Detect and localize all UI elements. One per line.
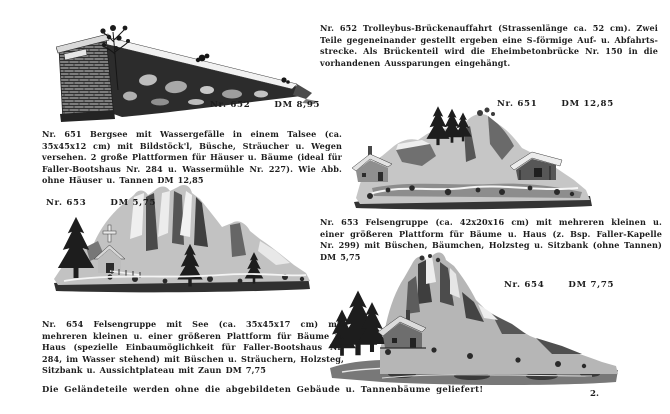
page-number: 2. [590,389,599,399]
product-image-654-rocks-lake [322,252,627,387]
caption-652 [210,100,320,110]
description-651: Nr. 651 Bergsee mit Wassergefälle in einem Talsee (ca. 35x45x12 cm) mit Bildstöck'l, Büsche, Sträucher u. Wegen versehen. 2 große Plattformen für Häuser u. Bäume (ideal für Faller-Bootshaus Nr. 284 u. Wassermühle Nr. 227). Wie Abb. ohne Häuser u. Tannen DM 12,85 [42,129,342,185]
product-number: Nr. 652 [210,100,251,110]
product-number: Nr. 651 [497,99,538,109]
caption-653 [46,198,156,208]
product-number: Nr. 653 [46,198,87,208]
description-652: Nr. 652 Trolleybus-Brückenauffahrt (Strassenlänge ca. 52 cm). Zwei Teile gegeneinander gestellt ergeben eine S-förmige Auf- u. Abfahrts-strecke. Als Brückenteil wird die Eheimbetonbrücke Nr. 150 in die vorhandenen Aussparungen eingehängt. [320,23,658,68]
product-price: DM 12,85 [561,99,614,109]
product-price: DM 5,75 [110,198,157,208]
description-654: Nr. 654 Felsengruppe mit See (ca. 35x45x17 cm) mit mehreren kleinen u. einer größeren Plattform für Bäume u. Haus (spezielle Einbaumöglichkeit für Faller-Bootshaus Nr. 284, im Wasser stehend) mit Büschen u. Sträuchern, Holzsteg, Sitzbank u. Aussichtplateau mit Zaun DM 7,75 [42,319,344,375]
product-price: DM 7,75 [568,280,615,290]
product-number: Nr. 654 [504,280,545,290]
product-image-651-mountain [352,100,602,212]
caption-651 [497,99,614,109]
product-price: DM 8,95 [274,100,321,110]
delivery-note: Die Geländeteile werden ohne die abgebildeten Gebäude u. Tannenbäume geliefert! [42,384,484,394]
description-653: Nr. 653 Felsengruppe (ca. 42x20x16 cm) mit mehreren kleinen u. einer größeren Plattform für Bäume u. Haus (z. Bsp. Faller-Kapelle Nr. 299) mit Büschen, Bäumchen, Holzsteg u. Sitzbank (ohne Tannen) DM 5,75 [320,217,662,262]
caption-654 [504,280,614,290]
rock-body [380,253,618,374]
house-icon [352,146,392,182]
